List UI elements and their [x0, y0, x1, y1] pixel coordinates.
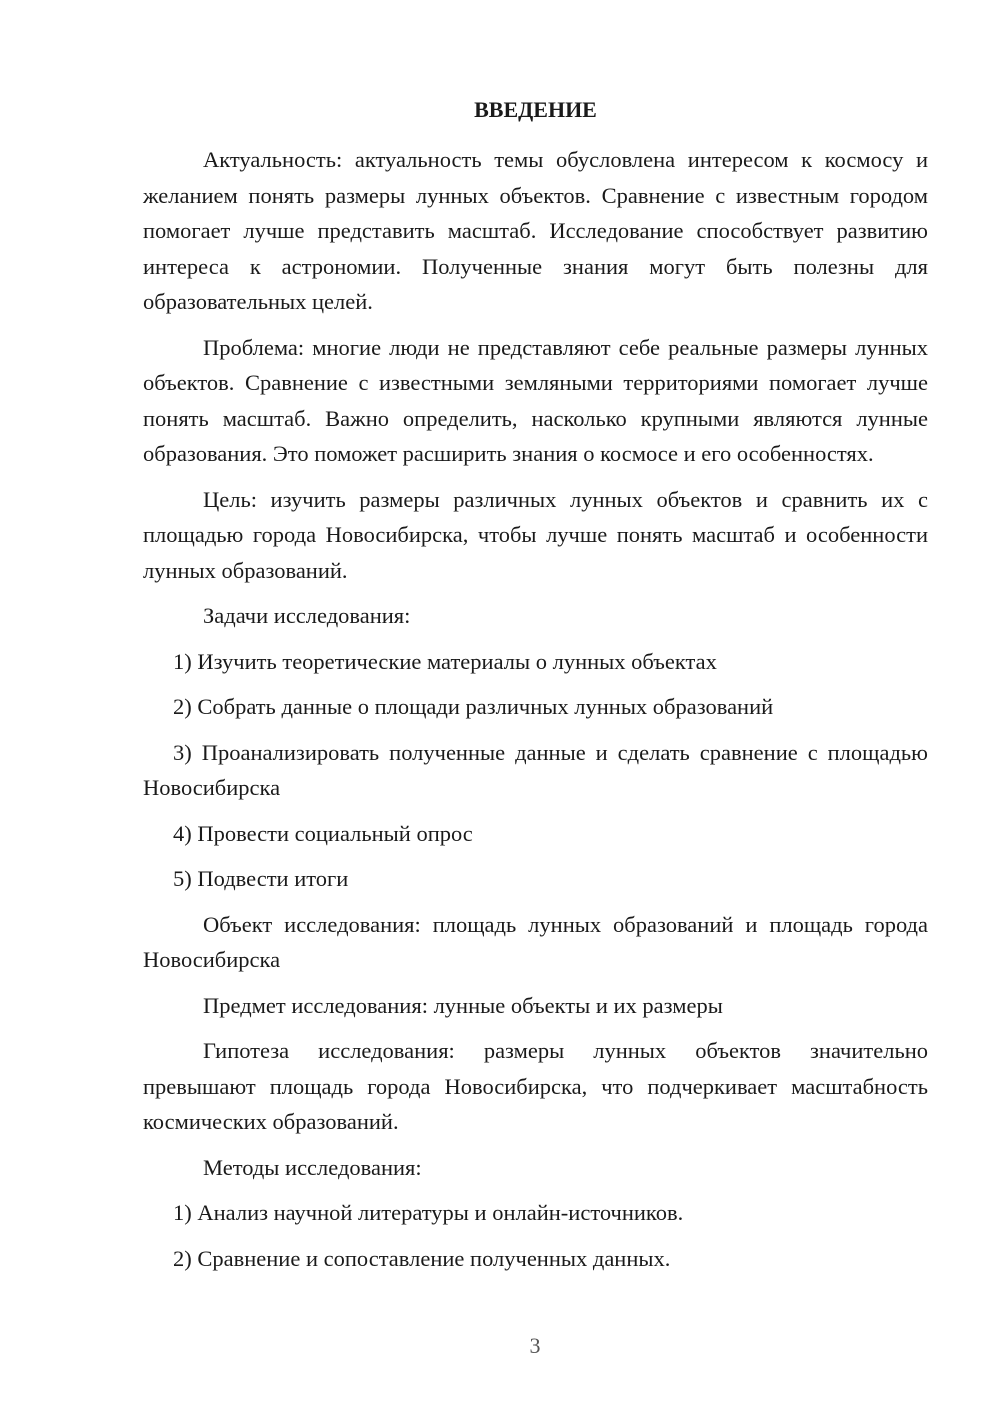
method-item: 2) Сравнение и сопоставление полученных данных.: [173, 1245, 671, 1271]
task-item: 1) Изучить теоретические материалы о лунных объектах: [173, 648, 717, 674]
page-number: 3: [529, 1333, 541, 1358]
task-item: 5) Подвести итоги: [173, 866, 349, 891]
method-item: 1) Анализ научной литературы и онлайн-источников.: [173, 1200, 684, 1225]
goal-paragraph: Цель: изучить размеры различных лунных объектов и сравнить их с площадью города Новосибирска, чтобы лучше понять масштаб и особенности лунных образований.: [143, 486, 928, 583]
task-item: 4) Провести социальный опрос: [173, 820, 473, 846]
task-item: 2) Собрать данные о площади различных лунных образований: [173, 694, 774, 719]
document-title: ВВЕДЕНИЕ: [474, 97, 597, 122]
subject-paragraph: Предмет исследования: лунные объекты и их размеры: [203, 992, 723, 1018]
tasks-heading: Задачи исследования:: [203, 603, 411, 628]
document-page: [143, 93, 928, 1286]
methods-heading: Методы исследования:: [203, 1154, 422, 1180]
task-item: 3) Проанализировать полученные данные и сделать сравнение с площадью Новосибирска: [143, 739, 928, 800]
object-paragraph: Объект исследования: площадь лунных образований и площадь города Новосибирска: [143, 911, 928, 972]
problem-paragraph: Проблема: многие люди не представляют себе реальные размеры лунных объектов. Сравнение с известными земляными территориями помогает лучше понять масштаб. Важно определить, насколько крупными являются лунные образования. Это поможет расширить знания о космосе и его особенностях.: [143, 334, 928, 466]
hypothesis-paragraph: Гипотеза исследования: размеры лунных объектов значительно превышают площадь города Новосибирска, что подчеркивает масштабность космических образований.: [143, 1038, 928, 1134]
relevance-paragraph: Актуальность: актуальность темы обусловлена интересом к космосу и желанием понять размеры лунных объектов. Сравнение с известным городом помогает лучше представить масштаб. Исследование способствует развитию интереса к астрономии. Полученные знания могут быть полезны для образовательных целей.: [143, 147, 928, 314]
